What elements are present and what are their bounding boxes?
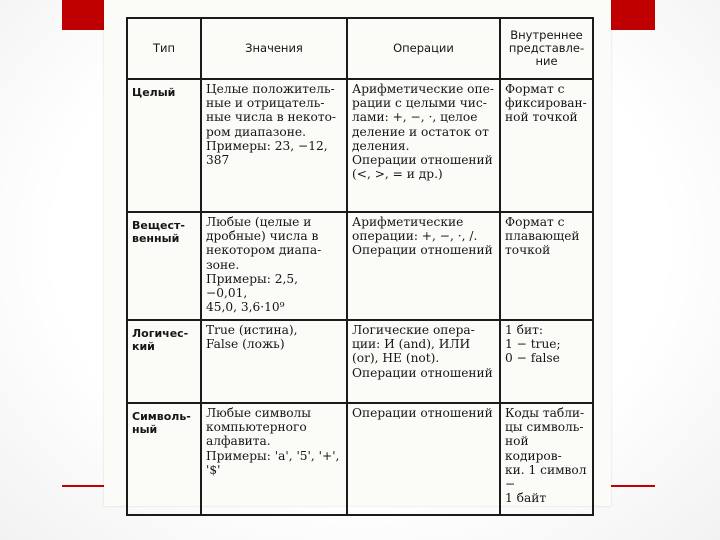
operations-cell: Арифметические операции: +, −, ·, /. Операции отношений (347, 212, 500, 320)
values-cell: Любые символы компьютерного алфавита. Примеры: 'а', '5', '+', '$' (201, 403, 347, 515)
table-row (127, 320, 593, 403)
table-row (127, 79, 593, 212)
operations-cell: Операции отношений (347, 403, 500, 515)
table-row (127, 403, 593, 515)
header-type: Тип (127, 18, 201, 79)
header-representation: Внутреннее представле- ние (500, 18, 593, 79)
representation-cell: Формат с плавающей точкой (500, 212, 593, 320)
table-header-row (127, 18, 593, 79)
representation-cell: Коды табли- цы символь- ной кодиров- ки. 1 символ − 1 байт (500, 403, 593, 515)
values-cell: True (истина), False (ложь) (201, 320, 347, 403)
header-values: Значения (201, 18, 347, 79)
representation-cell: Формат с фиксирован- ной точкой (500, 79, 593, 212)
type-cell: Символь- ный (127, 403, 201, 515)
data-types-table (126, 17, 594, 516)
header-operations: Операции (347, 18, 500, 79)
type-cell: Логичес- кий (127, 320, 201, 403)
type-cell: Целый (127, 79, 201, 212)
values-cell: Любые (целые и дробные) числа в некотором диапа- зоне. Примеры: 2,5, −0,01, 45,0, 3,6·10⁹ (201, 212, 347, 320)
values-cell: Целые положитель- ные и отрицатель- ные числа в некото- ром диапазоне. Примеры: 23, −12, 387 (201, 79, 347, 212)
representation-cell: 1 бит: 1 − true; 0 − false (500, 320, 593, 403)
type-cell: Вещест- венный (127, 212, 201, 320)
operations-cell: Арифметические опе- рации с целыми чис- лами: +, −, ·, целое деление и остаток от деления. Операции отношений (<, >, = и др.) (347, 79, 500, 212)
table-row (127, 212, 593, 320)
operations-cell: Логические опера- ции: И (and), ИЛИ (or), НЕ (not). Операции отношений (347, 320, 500, 403)
